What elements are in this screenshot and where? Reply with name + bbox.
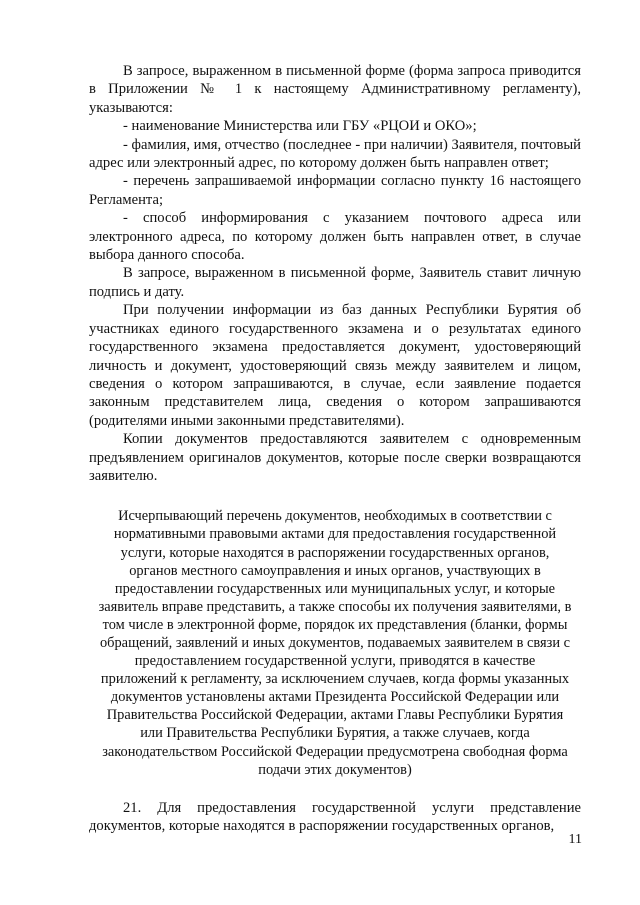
heading-line: том числе в электронной форме, порядок их представления (бланки, формы [102, 616, 568, 633]
heading-line: органов местного самоуправления и иных органов, участвующих в [129, 562, 541, 579]
heading-line: или Правительства Республики Бурятия, а также случаев, когда [140, 725, 530, 742]
section-heading [89, 507, 581, 778]
heading-line: Правительства Российской Федерации, актами Главы Республики Бурятия [106, 707, 564, 724]
list-item-notification-method: - способ информирования с указанием почтового адреса или электронного адреса, по которому должен быть направлен ответ, в случае выбора данного способа. [89, 210, 581, 264]
list-item-applicant-name: - фамилия, имя, отчество (последнее - при наличии) Заявителя, почтовый адрес или электронный адрес, по которому должен быть направлен ответ; [89, 136, 581, 172]
list-item-requested-info: - перечень запрашиваемой информации согласно пункту 16 настоящего Регламента; [89, 173, 581, 208]
page-number: 11 [568, 832, 582, 847]
heading-line: нормативными правовыми актами для предоставления государственной [113, 526, 557, 543]
paragraph-request-contents: В запросе, выраженном в письменной форме (форма запроса приводится в Приложении № 1 к настоящему Административному регламенту), указываются: [89, 63, 581, 116]
heading-line: заявитель вправе представить, а также способы их получения заявителями, в [98, 598, 572, 615]
page-body [89, 62, 581, 836]
heading-line: документов установлены актами Президента Российской Федерации или [110, 689, 560, 706]
heading-line: законодательством Российской Федерации предусмотрена свободная форма [102, 743, 568, 760]
heading-line: предоставлением государственной услуги, приводятся в качестве [134, 653, 536, 670]
list-item-ministry-name: - наименование Министерства или ГБУ «РЦОИ и ОКО»; [123, 118, 477, 135]
paragraph-exam-database: При получении информации из баз данных Республики Бурятия об участниках единого государственного экзамена и о результатах единого государственного экзамена предоставляется документ, удостоверяющий личность и документ, удостоверяющий связь между заявителем и лицом, сведения о котором запрашиваются, в случае, если заявление подается законным представителем лица, сведения о котором запрашиваются (родителями иными законными представителями). [89, 302, 581, 429]
heading-line: предоставлении государственных или муниципальных услуг, и которые [114, 580, 556, 597]
paragraph-item-21: 21. Для предоставления государственной услуги представление документов, которые находятся в распоряжении государственных органов, [89, 799, 581, 835]
heading-line: обращений, заявлений и иных документов, подаваемых заявителем в связи с [99, 635, 571, 651]
heading-line: услуги, которые находятся в распоряжении государственных органов, [120, 544, 550, 561]
heading-line: Исчерпывающий перечень документов, необходимых в соответствии с [118, 508, 552, 525]
paragraph-signature: В запросе, выраженном в письменной форме, Заявитель ставит личную подпись и дату. [89, 265, 581, 300]
paragraph-copies: Копии документов предоставляются заявителем с одновременным предъявлением оригиналов документов, которые после сверки возвращаются заявителю. [89, 431, 581, 484]
heading-line: подачи этих документов) [258, 761, 412, 778]
heading-line: приложений к регламенту, за исключением случаев, когда формы указанных [100, 671, 570, 688]
